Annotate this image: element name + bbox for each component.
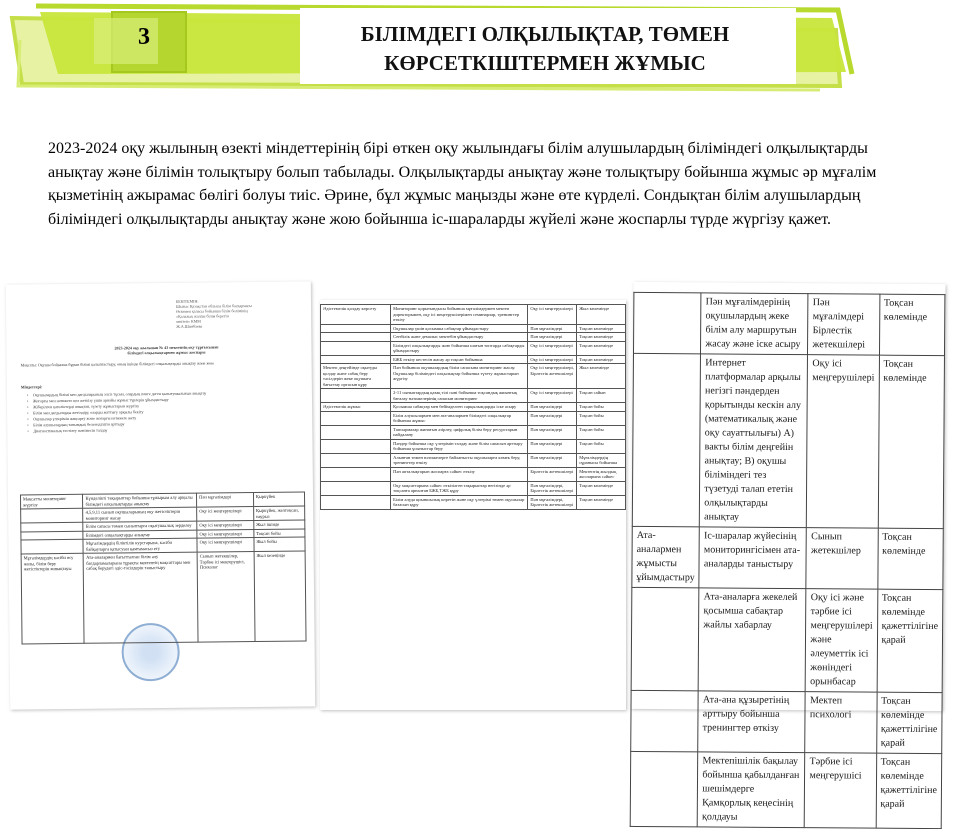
table-row: 4,5,9,11 сынып оқушыларының оқу жетістіктерін мониторинг жасау Оқу ісі меңгерушілері Қыркүйек, желтоқсан, наурыз	[21, 506, 305, 523]
table-row: Пән апталықтарын жоспарға сәйкес өткізу Бірлестік жетекшілері Мектептің жылдық жоспарына сәйкес	[321, 467, 626, 481]
approval-line: «Қалалық жалпы білім беретін	[176, 313, 229, 319]
table-row: Сенбілік және демалыс мектебін ұйымдастыру Пән мұғалімдері Тоқсан көлемінде	[321, 333, 626, 342]
table-row: Білімдегі олқылықтарды анықтау Оқу ісі меңгерушілері Тоқсан бойы	[21, 528, 305, 539]
task-bullet: • Оқушылардың білімі мен дағдыларының әлсіз тұсын, олардың пәнге деген қызығушылығын анықтау	[27, 390, 297, 399]
task-bullet: • Жіберілген қателіктерді анықтап, түзету жұмыстарын жүргізу	[27, 402, 297, 411]
table-row: Тапсырмалар жинағын әзірлеу, цифрлық білім беру ресурстарын пайдалану Пән мұғалімдері Тоқсан бойы	[321, 425, 626, 439]
table-row: Білімдегі олқылықтарды жою бойынша шағын топтарда сабақтарды ұйымдастыру Оқу ісі меңгерушілері Тоқсан көлемінде	[321, 341, 626, 355]
table-row: Мектепішілік бақылау бойынша қабылданған шешімдерге Қамқорлық кеңесінің қолдауы Тәрбие ісі меңгерушісі Тоқсан көлемінде қажеттілігіне қарай	[630, 751, 942, 828]
table-row: Мұғалімдердің біліктілік курстарына, кәсіби байқауларға қатысуын қамтамасыз ету Оқу ісі меңгерушілері Жыл бойы	[21, 537, 305, 554]
task-bullet: • Білім алушылардың танымдық белсенділігін арттыру	[27, 420, 297, 429]
table-row: Оқу мақсаттарына сәйкес өткізілген тақырыптар негізінде әр тоқсанға арналған БЖБ,ТЖБ құру Пән мұғалімдері, Бірлестік жетекшілері Тоқсан көлемінде	[321, 481, 626, 495]
methodical-table	[320, 304, 626, 510]
approval-line: Ж.А.Шамбаева	[176, 323, 203, 329]
slide-title	[300, 20, 790, 78]
table-row: Интернет платформалар арқылы негізгі пәндерден қорытынды кескін алу (математикалық және оқу сауаттылығы) А) вакты білім деңгейін анықтау; В) оқушы біліміндегі тез түзетуді талап ететін олқылықтарды анықтау Оқу ісі меңгерушілері Тоқсан көлемінде	[632, 353, 944, 528]
table-row: БЖБ өткізу кестесін жасау әр тоқсан бойынша Оқу ісі меңгерушілері Тоқсан көлемінде	[321, 355, 626, 364]
document-scan-parents	[631, 282, 946, 823]
table-row: Білім сапасы төмен сыныптарға оқытушылық зерделеу Оқу ісі меңгерушілері Жыл ішінде	[21, 520, 305, 531]
document-scan-plan	[6, 281, 315, 709]
plan-tasks-label: Міндеттері:	[20, 384, 43, 390]
plan-purpose: Мақсаты: Оқушы бойынша бұрын білімі қалыптастыру, оның ішінде білімдегі олқылықтарды анықтау және жою	[20, 360, 215, 368]
table-row: Білім алуда қиыншылық көретін және оқу үлгерімі төмен оқушылар базасын құру Пән мұғалімдері, Бірлестік жетекшілері Тоқсан көлемінде	[321, 495, 626, 509]
approval-line: мектеп» КММ	[176, 318, 201, 324]
slide-number: 3	[138, 24, 150, 50]
table-row: Мектеп деңгейінде оқытуды қолдау және сабақ беру тәсілдерін жеке оқушыға бағыттау ортасын құру Пән бойынша оқушылардың білім сапасына мониторинг жасау. Оқушылар біліміндегі олқылықтар бойынша түзету жұмыстарын жүргізу Оқу ісі меңгерушілері, Бірлестік жетекшілері Жыл көлемінде	[321, 364, 626, 389]
task-bullet: • Білім мен дағдыларды жетілдіру, оларды жаттығу арқылы бекіту	[27, 408, 297, 417]
plan-table	[20, 491, 307, 644]
table-row: Әдістемелік жұмыс Қосымша сабақтар мен бейімделген сарқылымдарды іске асыру Пән мұғалімдері Тоқсан бойы	[321, 403, 626, 412]
parents-table	[630, 292, 946, 829]
approval-line: Өскемен қаласы бойынша білім бөлімінің	[176, 308, 248, 314]
table-row: Білім алушылармен мен ата-аналармен білімдегі олқылықтар бойынша жұмыс Пән мұғалімдері Тоқсан бойы	[321, 411, 626, 425]
title-line-2: КӨРСЕТКІШТЕРМЕН ЖҰМЫС	[384, 51, 706, 75]
table-row: Ата-ана құзыретінің арттыру бойынша тренингтер өткізу Мектеп психологі Тоқсан көлемінде қажеттілігіне қарай	[631, 690, 942, 753]
plan-table-wrap	[20, 491, 307, 644]
header-banner	[0, 0, 960, 100]
table-row: Ата-аналармен жұмысты ұйымдастыру Іс-шаралар жүйесінің мониторингісімен ата-аналарды таныстыру Сынып жетекшілер Тоқсан көлемінде	[632, 526, 943, 589]
task-bullets	[27, 390, 297, 435]
table-row: Пән мұғалімдерінің оқушылардың жеке білім алу маршрутын жасау және іске асыру Пән мұғалімдері Бірлестік жетекшілері Тоқсан көлемінде	[633, 292, 944, 355]
table-row: Мақсатты мониторинг жүргізу Күнделікті тақырыптар бойынша тұжырым алу арқылы білімдегі олқылықтарды анықтау Пән мұғалімдері Қыркүйек	[20, 492, 304, 509]
document-scan-table	[320, 300, 626, 710]
table-row: Алынған төмен нәтижелерге байланысты оқушыларға көмек беру, тренингтер өткізу Пән мұғалімдері Мұғалімдердің сұранысы бойынша	[321, 453, 626, 467]
table-row: Мұғалімдердің кәсіби өсу жолы, білім беру жетістіктерін жинақтауы Ата-аналармен бағытталған білім алу бағдарламаларына тұрақты мектептің мақсаттары мен сабақ берудегі әдіс-тәсілдерін таныстыру Сынып жетекшілер, Тәрбие ісі меңгерушісі, Психолог Жыл кезеңінде	[21, 551, 306, 644]
table-row: Әдістемелік қолдау көрсету Мониторинг қорытындысы бойынша мұғалімдермен мектеп директорымен, оқу ісі меңгерушілерімен семинарлар, тренингтер өткізу Оқу ісі меңгерушілері Жыл көлемінде	[321, 305, 626, 325]
plan-title-line: 2023-2024 оқу жылынан № 43 мектептің оқу тұрғысынан	[114, 344, 219, 351]
approval-line: БЕКІТЕМІН:	[175, 298, 199, 304]
table-row: Пәндер бойынша оқу үлгерімін талдау және білім сапасын арттыру бойынша ұсыныстар беру Пән мұғалімдері Тоқсан бойы	[321, 439, 626, 453]
plan-title	[66, 344, 266, 356]
plan-title-line: білімдегі олқылықтармен жұмыс жоспары	[127, 349, 206, 356]
task-bullet: • Жоғарғы мен нәтижеге қол жеткізу үшін арнайы жұмыс түрлерін ұйымдастыру	[27, 396, 297, 405]
body-paragraph: 2023-2024 оқу жылының өзекті міндеттерінің бірі өткен оқу жылындағы білім алушылардың біліміндегі олқылықтарды анықтау және білімін толықтыру болып табылады. Олқылықтарды анықтау және толықтыру бойынша жұмыс әр мұғалім қызметінің ажырамас бөлігі болуы тиіс. Әрине, бұл жұмыс маңызды және өте күрделі. Сондықтан білім алушылардың біліміндегі олқылықтарды анықтау және жою бойынша іс-шараларды жүйелі және жоспарлы түрде жүргізу қажет.	[48, 140, 877, 228]
task-bullet: • Диагностикалық тестілеу нәтижесін талдау	[27, 426, 297, 435]
table-row: 2-11 сыныптардың қазақ тілі пәні бойынша тоқсандық жиынтық бағалау нәтижелерінің сапасын мониторинг Оқу ісі меңгерушілері Тоқсан сайын	[321, 389, 626, 403]
table-row: Ата-аналарға жекелей қосымша сабақтар жайлы хабарлау Оқу ісі және тәрбие ісі меңгерушілері және әлеуметтік ісі жөніндегі орынбасар Тоқсан көлемінде қажеттілігіне қарай	[631, 587, 943, 692]
approval-line: Шығыс Қазақстан облысы білім басқармасы	[175, 303, 252, 309]
table-row: Оқушылар үшін қосымша сабақтар ұйымдастыру Пән мұғалімдері Тоқсан көлемінде	[321, 324, 626, 333]
task-bullet: • Оқушылар үлгерімін жақсарту және жоғарғы нәтижеге жету	[27, 414, 297, 423]
approval-header	[176, 297, 306, 328]
title-line-1: БІЛІМДЕГІ ОЛҚЫЛЫҚТАР, ТӨМЕН	[360, 22, 730, 46]
